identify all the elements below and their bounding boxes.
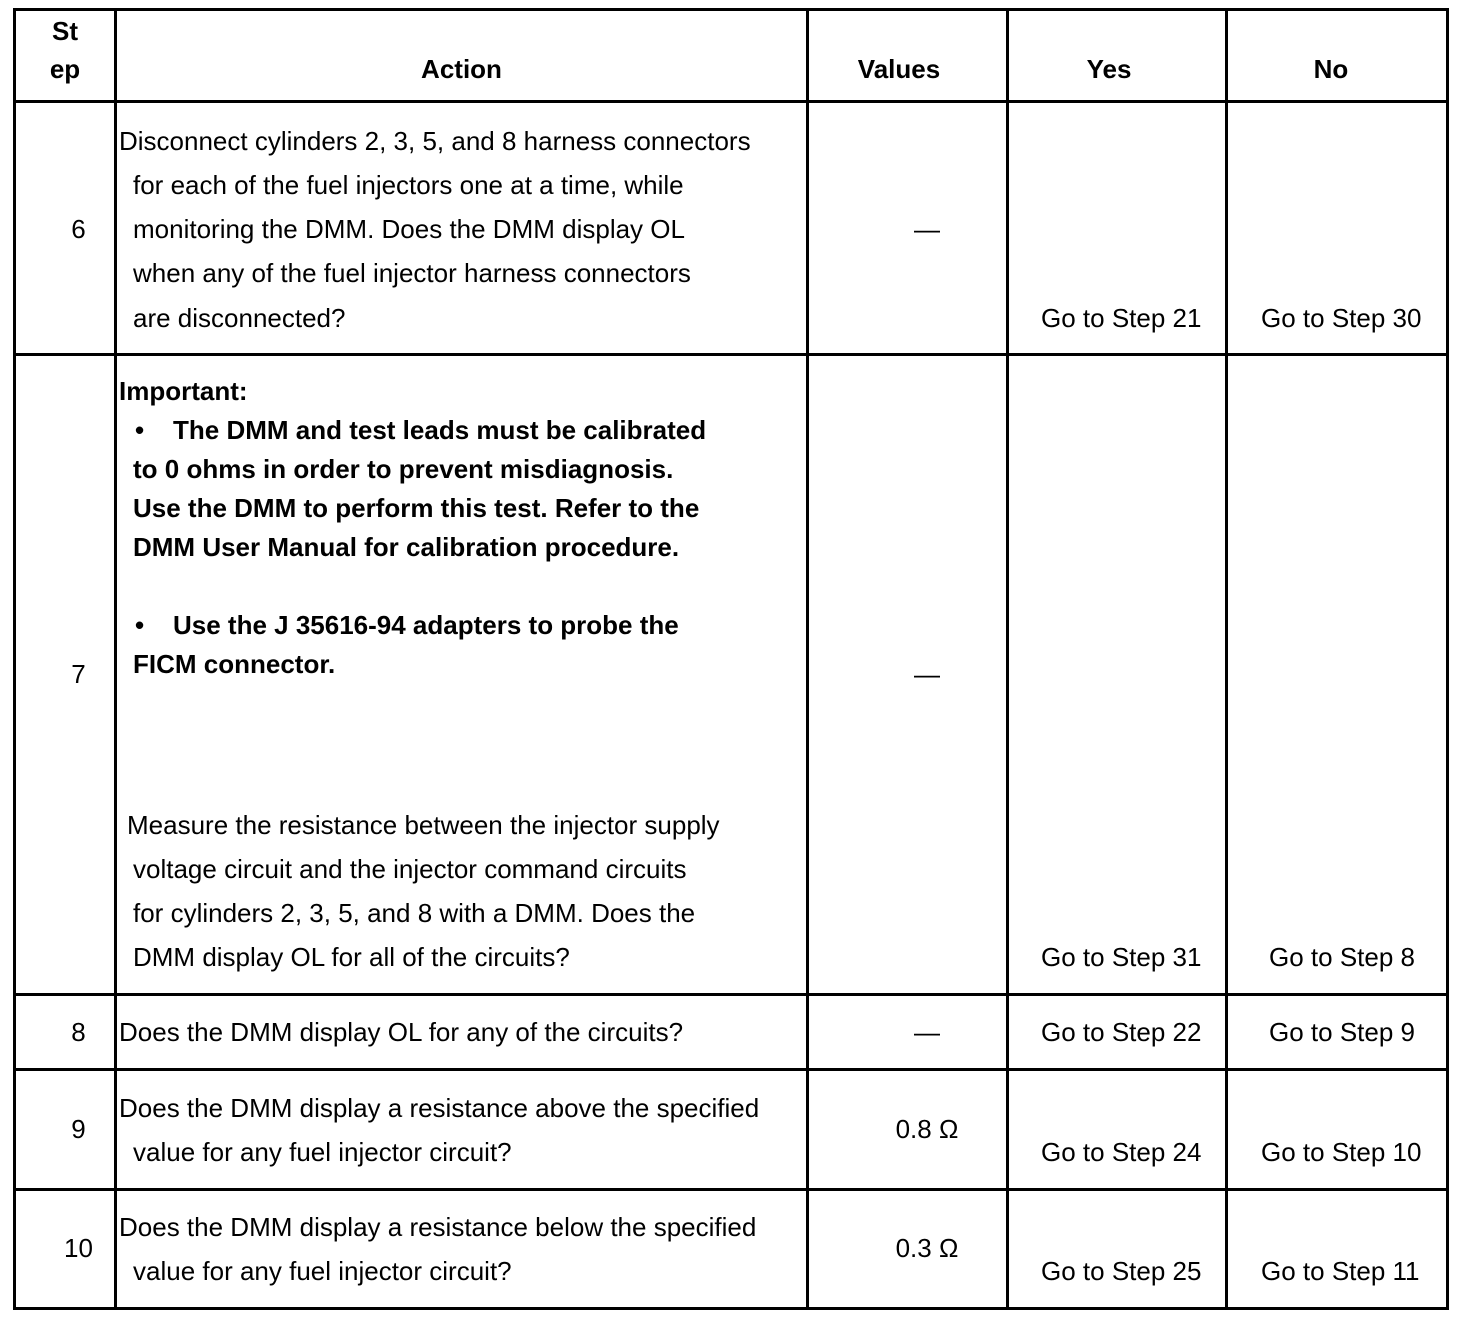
action-text: Does the DMM display OL for any of the circuits? [119, 1017, 684, 1047]
action-text: Measure the resistance between the injector supply [127, 810, 720, 840]
action-text: Does the DMM display a resistance above the specified [119, 1093, 760, 1123]
header-values: Values [857, 54, 941, 84]
no-step-link[interactable]: Go to Step 9 [1269, 1017, 1415, 1047]
yes-step-link[interactable]: Go to Step 22 [1041, 1017, 1202, 1047]
step-number: 8 [71, 1017, 86, 1047]
value-cell: 0.3 Ω [895, 1233, 959, 1263]
important-note-text: Use the J 35616-94 adapters to probe the [173, 610, 679, 640]
step-number: 6 [71, 214, 86, 244]
yes-step-link[interactable]: Go to Step 24 [1041, 1137, 1202, 1167]
action-text: for each of the fuel injectors one at a time, while [133, 170, 684, 200]
value-cell: 0.8 Ω [895, 1114, 959, 1144]
step-number: 7 [71, 659, 86, 689]
header-no: No [1313, 54, 1349, 84]
row-divider [13, 1188, 1449, 1191]
step-number: 9 [71, 1114, 86, 1144]
no-step-link[interactable]: Go to Step 11 [1261, 1256, 1420, 1286]
header-step-line2: ep [49, 54, 81, 84]
value-cell: — [914, 214, 940, 244]
header-step-line1: St [52, 16, 78, 46]
action-text: monitoring the DMM. Does the DMM display OL [133, 214, 685, 244]
table-border-right [1446, 8, 1449, 1310]
action-text: for cylinders 2, 3, 5, and 8 with a DMM. Does the [133, 898, 696, 928]
action-text: value for any fuel injector circuit? [133, 1256, 512, 1286]
action-text: Does the DMM display a resistance below the specified [119, 1212, 757, 1242]
table-border-top [13, 8, 1449, 11]
action-text: when any of the fuel injector harness connectors [133, 258, 691, 288]
bullet-icon: • [135, 610, 145, 640]
important-note-text: DMM User Manual for calibration procedure. [133, 532, 680, 562]
step-number: 10 [64, 1233, 93, 1263]
no-step-link[interactable]: Go to Step 8 [1269, 942, 1415, 972]
table-border-bottom [13, 1307, 1449, 1310]
important-note-text: The DMM and test leads must be calibrated [173, 415, 707, 445]
action-text: are disconnected? [133, 303, 346, 333]
yes-step-link[interactable]: Go to Step 31 [1041, 942, 1202, 972]
no-step-link[interactable]: Go to Step 30 [1261, 303, 1422, 333]
yes-step-link[interactable]: Go to Step 21 [1041, 303, 1202, 333]
action-text: value for any fuel injector circuit? [133, 1137, 512, 1167]
bullet-icon: • [135, 415, 145, 445]
important-note-text: FICM connector. [133, 649, 336, 679]
row-divider [13, 353, 1449, 356]
no-step-link[interactable]: Go to Step 10 [1261, 1137, 1422, 1167]
action-text: DMM display OL for all of the circuits? [133, 942, 570, 972]
value-cell: — [914, 1017, 940, 1047]
yes-step-link[interactable]: Go to Step 25 [1041, 1256, 1202, 1286]
value-cell: — [914, 659, 940, 689]
important-note-text: to 0 ohms in order to prevent misdiagnosis. [133, 454, 674, 484]
row-divider [13, 1068, 1449, 1071]
column-divider [806, 8, 809, 1310]
important-note-text: Use the DMM to perform this test. Refer to the [133, 493, 700, 523]
important-label: Important: [119, 376, 248, 406]
column-divider [1225, 8, 1228, 1310]
action-text: Disconnect cylinders 2, 3, 5, and 8 harness connectors [119, 126, 751, 156]
row-divider [13, 993, 1449, 996]
header-yes: Yes [1086, 54, 1132, 84]
header-action: Action [421, 54, 502, 84]
action-text: voltage circuit and the injector command circuits [133, 854, 687, 884]
column-divider [1006, 8, 1009, 1310]
row-divider [13, 100, 1449, 103]
